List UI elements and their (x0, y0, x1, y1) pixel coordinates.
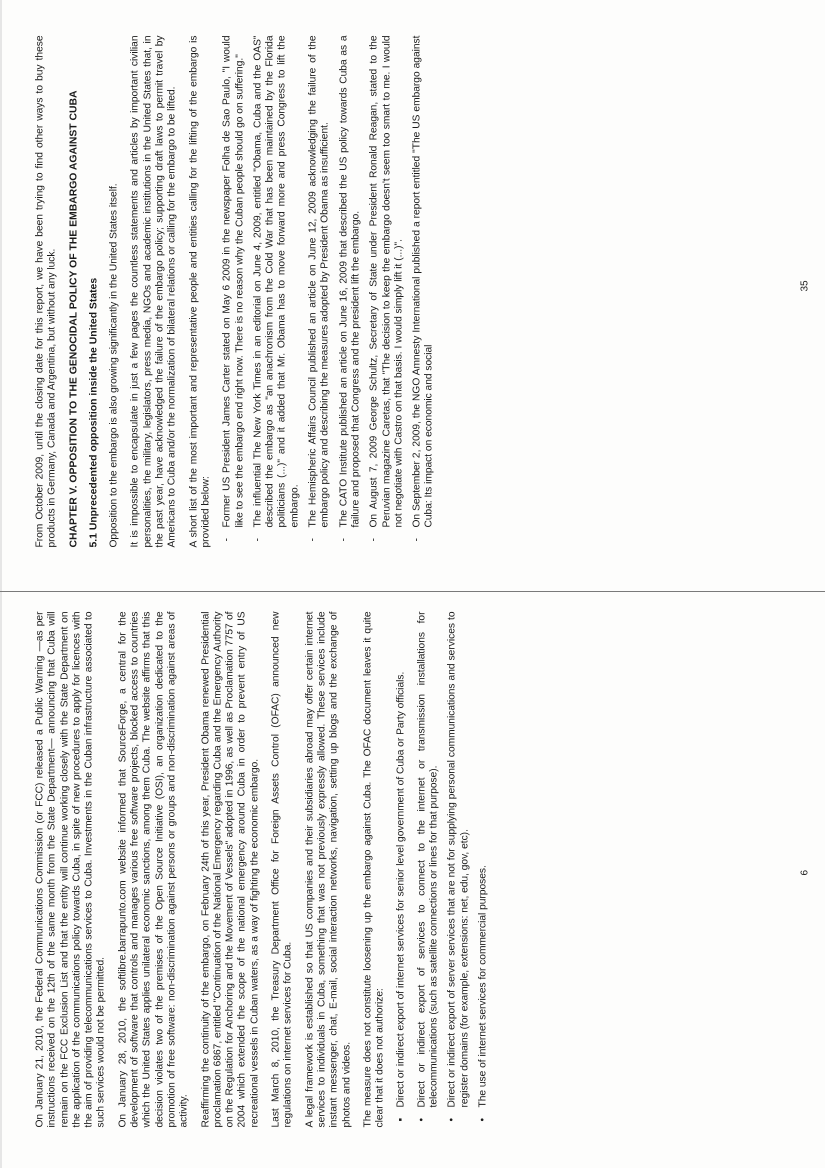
document-spread (1, 0, 825, 1168)
list-item: - On August 7, 2009 George Schultz, Secretary of State under President Ronald Reagan, stated to the Peruvian magazine Caretas, that "The decision to keep the embargo doesn't seem too smart to me. I would not negotiate with Castro on that basis. I would simply lift it (...)". (369, 36, 406, 528)
bullet-list-first (396, 612, 408, 1128)
paragraph-opposition: Opposition to the embargo is also growing significantly in the United States itself. (108, 183, 120, 548)
list-item: • Direct or indirect export of server services that are not for supplying personal communications and services to register domains (for example, extensions: net, edu, gov, etc). (447, 612, 472, 1108)
list-item: • Direct or indirect export of services to connect to the internet or transmission installations for telecommunications (such as satellite connections or lines for that purpose). (416, 612, 441, 1108)
page-number-left: 6 (799, 869, 811, 876)
left-page (1, 584, 825, 1168)
paragraph-october: From October 2009, until the closing date for this report, we have been trying to find other ways to buy these products in Germany, Canada and Argentina, but without any luck. (34, 35, 58, 548)
list-item: - On September 2, 2009, the NGO Amnesty International published a report entitled "The US embargo against Cuba: Its impact on economic and social (412, 36, 437, 528)
paragraph-legal-framework: A legal framework is established so that US companies and their subsidiaries abroad may offer certain internet services to individuals in Cuba, something that was not previously expressly allowed. These services include instant messenger, chat, E-mail, social interaction networks, navigation, setting up blogs and the exchange of photos and videos. (304, 611, 353, 1128)
chapter-heading: CHAPTER V. OPPOSITION TO THE GENOCIDAL POLICY OF THE EMBARGO AGAINST CUBA (68, 90, 80, 548)
bullet-list (416, 612, 489, 1128)
list-item: • The use of internet services for commercial purposes. (477, 612, 489, 1108)
paragraph-sourceforge: On January 28, 2010, the softlibre.barrapunto.com website informed that SourceForge, a central for the development of software that controls and manages various free software projects, blocked access to countries which the United States applies unilateral economic sanctions, among them Cuba. The website affirms that this decision violates two of the premises of the Open Source Initiative (OSI), an organization dedicated to the promotion of free software: non-discrimination against persons or groups and non-discrimination against areas of activity. (117, 611, 190, 1128)
paragraph-encapsulate: It is impossible to encapsulate in just a few pages the countless statements and articles by important civilian personalities, the military, legislators, press media, NGOs and academic institutions in the United States that, in the past year, have acknowledged the failure of the embargo policy; supporting draft laws to permit travel by Americans to Cuba and/or the normalization of bilateral relations or calling for the embargo to be lifted. (129, 35, 178, 548)
dash-list (222, 36, 436, 548)
paragraph-measure: The measure does not constitute loosening up the embargo against Cuba. The OFAC document leaves it quite clear that it does not authorize: (362, 611, 386, 1128)
list-item: - Former US President James Carter stated on May 6 2009 in the newspaper Folha de Sao Paulo, "I would like to see the embargo end right now. There is no reason why the Cuban people should go on suffering." (222, 36, 247, 528)
list-item: - The influential The New York Times in an editorial on June 4, 2009, entitled "Obama, Cuba and the OAS" described the embargo as "an anachronism from the Cold War that has been maintained by the Florida politicians (...)" and it added that Mr. Obama has to move forward more and press Congress to lift the embargo. (252, 36, 301, 528)
list-item: ▪ Direct or indirect export of internet services for senior level government of Cuba or Party officials. (396, 612, 408, 1108)
paragraph-short-list: A short list of the most important and representative people and entities calling for the lifting of the embargo is provided below: (188, 35, 212, 548)
paragraph-ofac: Last March 8, 2010, the Treasury Department Office for Foreign Assets Control (OFAC) announced new regulations on internet services for Cuba. (270, 611, 294, 1128)
page-number-right: 35 (799, 280, 811, 292)
paragraph-fcc: On January 21, 2010, the Federal Communications Commission (or FCC) released a Public Warning —as per instructions received on the 12th of the same month from the State Department— announcing that Cuba will remain on the FCC Exclusion List and that the entity will continue working closely with the State Department on the application of the communications policy towards Cuba, in spite of new procedures to apply for licences with the aim of providing telecommunications services to Cuba. Investments in the Cuban infrastructure associated to such services would not be permitted. (34, 611, 107, 1128)
list-item: - The Hemispheric Affairs Council published an article on June 12, 2009 acknowledging the failure of the embargo policy and describing the measures adopted by President Obama as insufficient. (308, 36, 333, 528)
section-heading: 5.1 Unprecedented opposition inside the United States (88, 277, 100, 548)
right-page (1, 0, 825, 584)
paragraph-proclamation: Reaffirming the continuity of the embargo, on February 24th of this year, President Obama renewed Presidential proclamation 6867, entitled "Continuation of the National Emergency regarding Cuba and the Emergency Authority on the Regulation for Anchoring and the Movement of Vessels" adopted in 1996, as well as Proclamation 7757 of 2004 which extended the scope of the national emergency around Cuba in order to prevent entry of US recreational vessels in Cuban waters, as a way of fighting the economic embargo. (200, 611, 261, 1128)
list-item: - The CATO Institute published an article on June 16, 2009 that described the US policy towards Cuba as a failure and proposed that Congress and the president lift the embargo. (338, 36, 363, 528)
page-fold-line (0, 591, 825, 592)
